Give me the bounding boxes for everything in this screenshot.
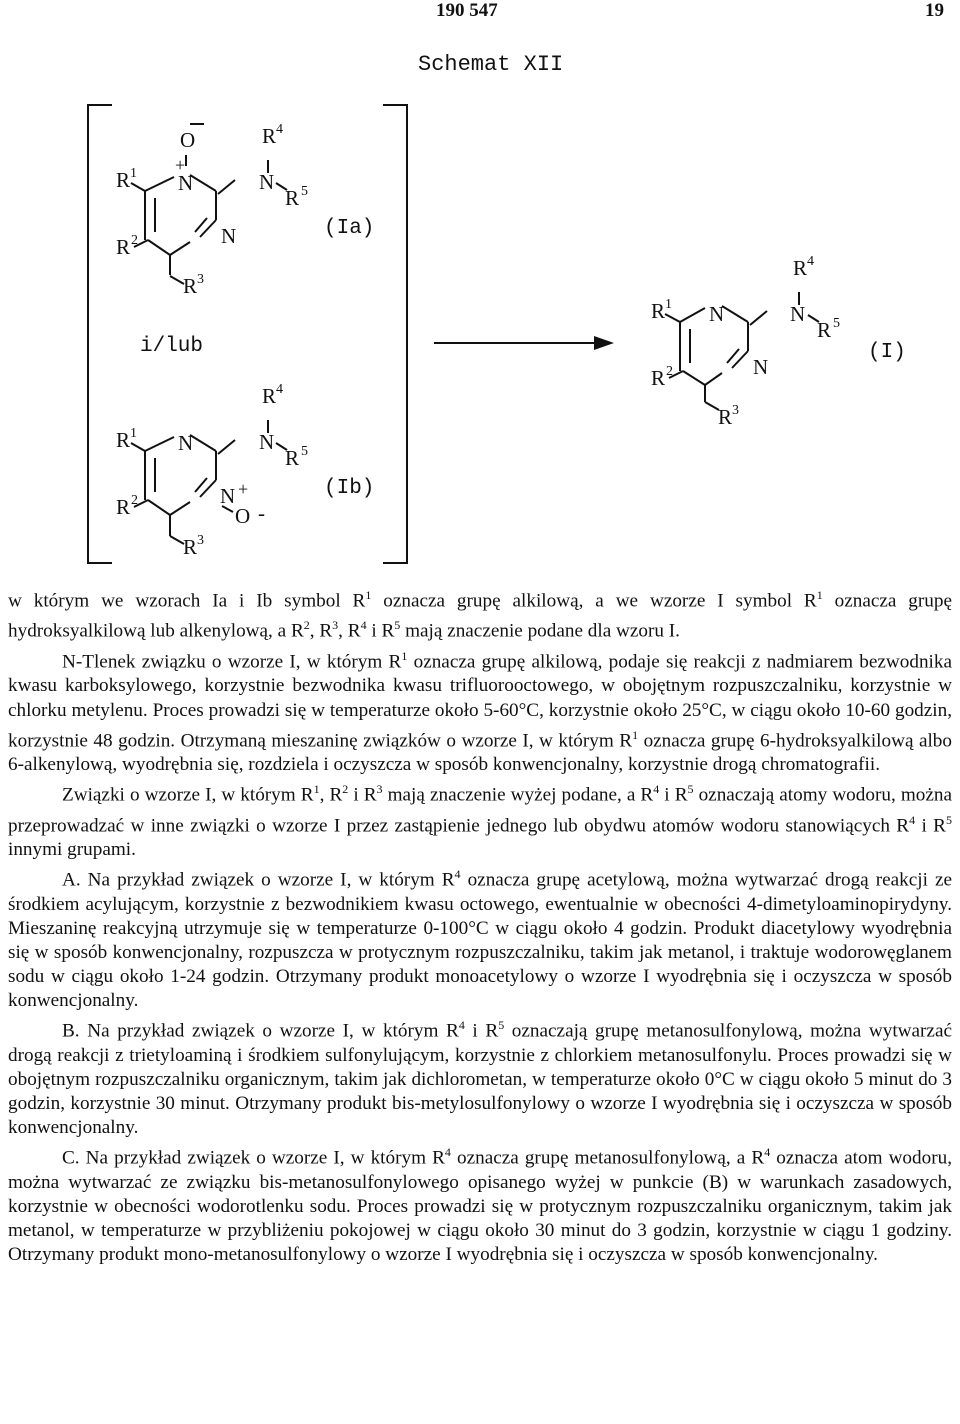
text-run: i R [915, 815, 946, 837]
superscript: 5 [394, 618, 401, 633]
svg-text:R: R [651, 366, 666, 390]
svg-text:2: 2 [666, 364, 673, 379]
svg-text:O: O [235, 504, 251, 528]
paragraph-3 [8, 777, 952, 862]
svg-text:R: R [262, 384, 277, 408]
svg-text:R: R [651, 299, 666, 323]
superscript: 3 [376, 782, 383, 797]
svg-text:N: N [709, 302, 725, 326]
svg-text:4: 4 [276, 382, 283, 397]
paragraph-5 [8, 1013, 952, 1140]
svg-text:3: 3 [732, 403, 739, 418]
svg-text:5: 5 [301, 184, 308, 199]
svg-text:1: 1 [130, 166, 137, 181]
text-run: oznacza atom wodoru, można wytwarzać ze związku bis-metanosulfonylowego opisanego wyżej w punkcie (B) w warunkach zasadowych, korzystnie w obecności wodorotlenku sodu. Proces prowadzi się w protycznym rozpuszczalniku organicznym, takim jak metanol, w temperaturze w przybliżeniu pokojowej w ciągu około 30 minut do 3 godzin, korzystnie w ciągu 1 godziny. Otrzymany produkt mono-metanosulfonylowy o wzorze I wyodrębnia się i oczyszcza w sposób konwencjonalny. [8, 1147, 952, 1265]
svg-text:R: R [116, 428, 131, 452]
superscript: 2 [303, 618, 310, 633]
text-run: i R [659, 784, 688, 806]
superscript: 1 [365, 588, 372, 602]
svg-text:+: + [238, 479, 249, 499]
text-run: mają znaczenie wyżej podane, a R [382, 784, 654, 806]
svg-text:4: 4 [807, 254, 814, 269]
svg-text:R: R [116, 495, 131, 519]
svg-text:N: N [178, 431, 194, 455]
label-andor: i/lub [140, 335, 204, 358]
svg-text:R: R [183, 274, 198, 298]
svg-text:R: R [183, 535, 198, 559]
text-run: B. Na przykład związek o wzorze I, w którym R [62, 1020, 459, 1042]
superscript: 1 [313, 782, 320, 797]
superscript: 2 [342, 782, 349, 797]
superscript: 3 [332, 618, 339, 633]
text-run: oznacza grupę acetylową, można wytwarzać drogą reakcji ze środkiem acylującym, korzystnie z bezwodnikiem kwasu octowego, ewentualnie w obecności 4-dimetyloaminopirydyny. Mieszaninę reakcyjną utrzymuje się w temperaturze 0-100°C w ciągu około 4 godzin. Produkt diacetylowy wyodrębnia się w sposób konwencjonalny, rozpuszcza w protycznym rozpuszczalniku, takim jak metanol, i traktuje wodorowęglanem sodu w ciągu około 1-24 godzin. Otrzymany produkt monoacetylowy o wzorze I wyodrębnia się i oczyszcza w sposób konwencjonalny. [8, 869, 952, 1012]
atom-n: N [178, 171, 194, 195]
paragraph-6 [8, 1140, 952, 1267]
svg-text:N: N [259, 430, 275, 454]
svg-text:R: R [793, 256, 808, 280]
paragraph-2 [8, 644, 952, 777]
text-run: oznaczają grupę metanosulfonylową, można wytwarzać drogą reakcji z trietyloaminą i środkiem sulfonylującym, korzystnie z chlorkiem metanosulfonylu. Proces prowadzi się w obojętnym rozpuszczalniku organicznym, takim jak dichlorometan, w temperaturze około 0°C w ciągu około 5 minut do 3 godzin, korzystnie 30 minut. Otrzymany produkt bis-metylosulfonylowy o wzorze I wyodrębnia się i oczyszcza w sposób konwencjonalny. [8, 1020, 952, 1138]
svg-text:1: 1 [665, 297, 672, 312]
paragraph-1 [8, 583, 952, 644]
text-run: i R [464, 1020, 499, 1042]
svg-text:N: N [259, 170, 275, 194]
svg-text:R: R [116, 235, 131, 259]
text-run: oznaczają atomy wodoru, można przeprowadzać w inne związki o wzorze I przez zastąpienie jednego lub obydwu atomów wodoru stanowiących R [8, 784, 952, 837]
svg-text:5: 5 [833, 316, 840, 331]
superscript: 1 [401, 648, 408, 663]
superscript: 4 [764, 1145, 771, 1160]
svg-text:4: 4 [276, 122, 283, 137]
superscript: 4 [360, 618, 367, 633]
left-bracket [88, 105, 112, 563]
svg-text:R: R [718, 405, 733, 429]
text-run: oznacza grupę hydroksyalkilową lub alkenylową, a R [8, 590, 952, 642]
svg-text:3: 3 [197, 533, 204, 548]
patent-number: 190 547 [436, 0, 498, 21]
text-run: A. Na przykład związek o wzorze I, w którym R [62, 869, 455, 891]
scheme-title: Schemat XII [418, 52, 564, 77]
svg-text:N: N [790, 302, 806, 326]
plus-sign: + [175, 155, 186, 175]
svg-text:-: - [258, 501, 265, 525]
label-ib: (Ib) [324, 477, 375, 500]
label-ia: (Ia) [324, 217, 375, 240]
label-i: (I) [868, 341, 906, 364]
right-bracket [383, 105, 407, 563]
text-run: innymi grupami. [8, 839, 136, 861]
superscript: 1 [816, 588, 823, 602]
superscript: 4 [444, 1145, 451, 1160]
text-run: N-Tlenek związku o wzorze I, w którym R [62, 651, 402, 673]
text-run: , R [319, 784, 343, 806]
arrow-head [594, 336, 614, 350]
text-run: oznacza grupę 6-hydroksyalkilową albo 6-alkenylową, wyodrębnia się, rozdziela i oczyszcza w sposób konwencjonalny, korzystnie drogą chromatografii. [8, 730, 952, 776]
superscript: 5 [687, 782, 694, 797]
text-run: oznacza grupę metanosulfonylową, a R [450, 1147, 765, 1169]
reaction-scheme [0, 0, 960, 580]
svg-text:R: R [285, 186, 300, 210]
svg-text:3: 3 [197, 272, 204, 287]
superscript: 4 [909, 812, 916, 827]
superscript: 1 [632, 727, 639, 742]
text-run: i R [366, 620, 395, 642]
text-run: i R [348, 784, 377, 806]
paragraph-4 [8, 862, 952, 1013]
superscript: 5 [945, 812, 952, 827]
page-number: 19 [925, 0, 944, 21]
text-run: , R [338, 620, 361, 642]
superscript: 4 [458, 1018, 465, 1033]
svg-text:1: 1 [130, 426, 137, 441]
svg-text:N: N [220, 484, 236, 508]
text-run: C. Na przykład związek o wzorze I, w którym R [62, 1147, 445, 1169]
svg-text:N: N [753, 355, 769, 379]
atom-r: R [116, 168, 131, 192]
svg-text:5: 5 [301, 444, 308, 459]
svg-text:2: 2 [131, 233, 138, 248]
svg-text:N: N [221, 224, 237, 248]
text-run: w którym we wzorach Ia i Ib symbol R [8, 590, 366, 612]
text-run: oznacza grupę alkilową, podaje się reakcji z nadmiarem bezwodnika kwasu karboksylowego, korzystnie bezwodnika kwasu trifluorooctowego, w obojętnym rozpuszczalniku, korzystnie w chlorku metylenu. Proces prowadzi się w temperaturze około 5-60°C, korzystnie około 25°C, w ciągu około 10-60 godzin, korzystnie 48 godzin. Otrzymaną mieszaninę związków o wzorze I, w którym R [8, 651, 952, 752]
svg-text:R: R [262, 124, 277, 148]
superscript: 4 [653, 782, 660, 797]
superscript: 4 [454, 867, 461, 882]
text-run: , R [309, 620, 333, 642]
svg-text:2: 2 [131, 493, 138, 508]
atom-o: O [180, 128, 196, 152]
svg-text:R: R [817, 318, 832, 342]
svg-text:R: R [285, 446, 300, 470]
text-run: Związki o wzorze I, w którym R [62, 784, 314, 806]
text-run: oznacza grupę alkilową, a we wzorze I symbol R [371, 590, 817, 612]
body-text [8, 583, 952, 1267]
text-run: mają znaczenie podane dla wzoru I. [400, 620, 680, 642]
superscript: 5 [498, 1018, 505, 1033]
